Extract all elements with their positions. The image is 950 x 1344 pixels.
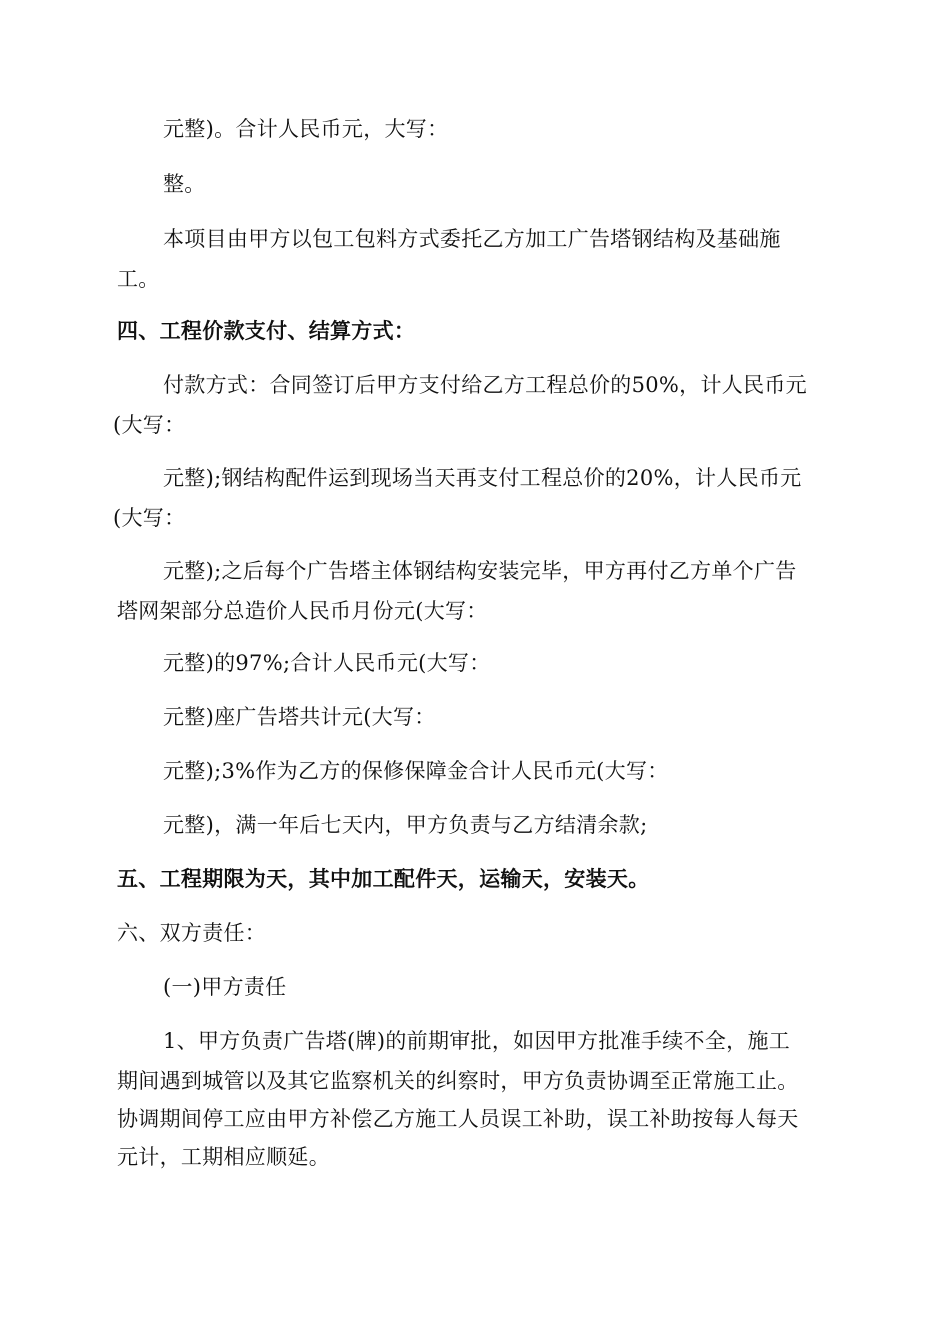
text-line-4: 工。 bbox=[117, 267, 160, 291]
text-line-11: 塔网架部分总造价人民币月份元(大写： bbox=[117, 599, 488, 623]
text-line-15: 元整)，满一年后七天内，甲方负责与乙方结清余款; bbox=[163, 813, 648, 837]
text-line-14: 元整);3%作为乙方的保修保障金合计人民币元(大写： bbox=[163, 759, 669, 783]
text-line-12: 元整)的97%;合计人民币元(大写： bbox=[163, 651, 491, 675]
text-line-8: 元整);钢结构配件运到现场当天再支付工程总价的20%，计人民币元 bbox=[163, 466, 802, 490]
subsection-heading: (一)甲方责任 bbox=[163, 975, 287, 999]
text-line-10: 元整);之后每个广告塔主体钢结构安装完毕，甲方再付乙方单个广告 bbox=[163, 559, 797, 583]
section-heading-4: 四、工程价款支付、结算方式： bbox=[117, 319, 416, 343]
text-line-19: 1、甲方负责广告塔(牌)的前期审批，如因甲方批准手续不全，施工 bbox=[163, 1029, 791, 1053]
section-heading-6: 六、双方责任： bbox=[117, 921, 267, 945]
text-line-9: (大写： bbox=[113, 506, 186, 530]
text-line-6: 付款方式：合同签订后甲方支付给乙方工程总价的50%，计人民币元 bbox=[163, 373, 807, 397]
text-line-3: 本项目由甲方以包工包料方式委托乙方加工广告塔钢结构及基础施 bbox=[163, 227, 781, 251]
text-line-22: 元计，工期相应顺延。 bbox=[117, 1145, 330, 1169]
text-line-2: 整。 bbox=[163, 172, 206, 196]
text-line-7: (大写： bbox=[113, 413, 186, 437]
text-line-13: 元整)座广告塔共计元(大写： bbox=[163, 705, 436, 729]
text-line-1: 元整)。合计人民币元，大写： bbox=[163, 117, 449, 141]
text-line-21: 协调期间停工应由甲方补偿乙方施工人员误工补助，误工补助按每人每天 bbox=[117, 1107, 799, 1131]
text-line-20: 期间遇到城管以及其它监察机关的纠察时，甲方负责协调至正常施工止。 bbox=[117, 1069, 799, 1093]
section-heading-5: 五、工程期限为天，其中加工配件天，运输天，安装天。 bbox=[117, 867, 650, 891]
